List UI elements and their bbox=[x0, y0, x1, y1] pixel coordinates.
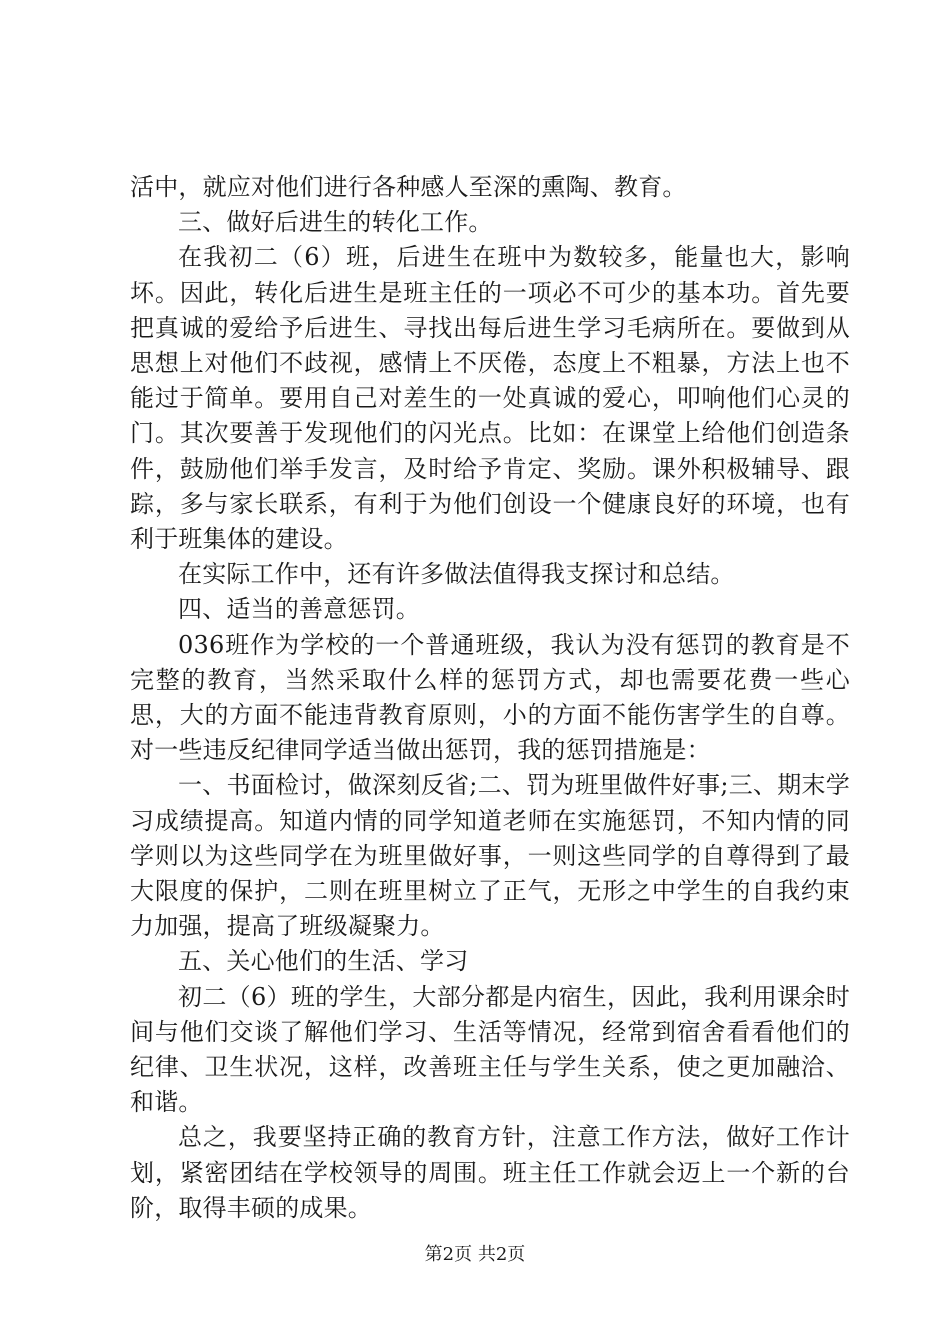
document-body bbox=[130, 170, 850, 1226]
paragraph-2-heading: 三、做好后进生的转化工作。 bbox=[178, 208, 493, 237]
paragraph-10: 总之，我要坚持正确的教育方针，注意工作方法，做好工作计划，紧密团结在学校领导的周围。班主任工作就会迈上一个新的台阶，取得丰硕的成果。 bbox=[130, 1123, 850, 1222]
paragraph-8-heading: 五、关心他们的生活、学习 bbox=[178, 947, 469, 976]
page-footer bbox=[0, 1243, 950, 1267]
paragraph-9: 初二（6）班的学生，大部分都是内宿生，因此，我利用课余时间与他们交谈了解他们学习、生活等情况，经常到宿舍看看他们的纪律、卫生状况，这样，改善班主任与学生关系，使之更加融洽、和谐。 bbox=[130, 982, 850, 1117]
paragraph-5-heading: 四、适当的善意惩罚。 bbox=[178, 595, 420, 624]
paragraph-7: 一、书面检讨，做深刻反省;二、罚为班里做件好事;三、期末学习成绩提高。知道内情的同学知道老师在实施惩罚，不知内情的同学则以为这些同学在为班里做好事，一则这些同学的自尊得到了最大限度的保护，二则在班里树立了正气，无形之中学生的自我约束力加强，提高了班级凝聚力。 bbox=[130, 771, 850, 941]
paragraph-3: 在我初二（6）班，后进生在班中为数较多，能量也大，影响坏。因此，转化后进生是班主任的一项必不可少的基本功。首先要把真诚的爱给予后进生、寻找出每后进生学习毛病所在。要做到从思想上对他们不歧视，感情上不厌倦，态度上不粗暴，方法上也不能过于简单。要用自己对差生的一处真诚的爱心，叩响他们心灵的门。其次要善于发现他们的闪光点。比如：在课堂上给他们创造条件，鼓励他们举手发言，及时给予肯定、奖励。课外积极辅导、跟踪，多与家长联系，有利于为他们创设一个健康良好的环境，也有利于班集体的建设。 bbox=[130, 243, 850, 554]
paragraph-6: 036班作为学校的一个普通班级，我认为没有惩罚的教育是不完整的教育，当然采取什么样的惩罚方式，却也需要花费一些心思，大的方面不能违背教育原则，小的方面不能伤害学生的自尊。对一些违反纪律同学适当做出惩罚，我的惩罚措施是： bbox=[130, 630, 850, 765]
paragraph-4: 在实际工作中，还有许多做法值得我支探讨和总结。 bbox=[178, 560, 735, 589]
paragraph-1: 活中，就应对他们进行各种感人至深的熏陶、教育。 bbox=[130, 173, 687, 201]
page-number-label: 第2页 共2页 bbox=[424, 1244, 526, 1265]
